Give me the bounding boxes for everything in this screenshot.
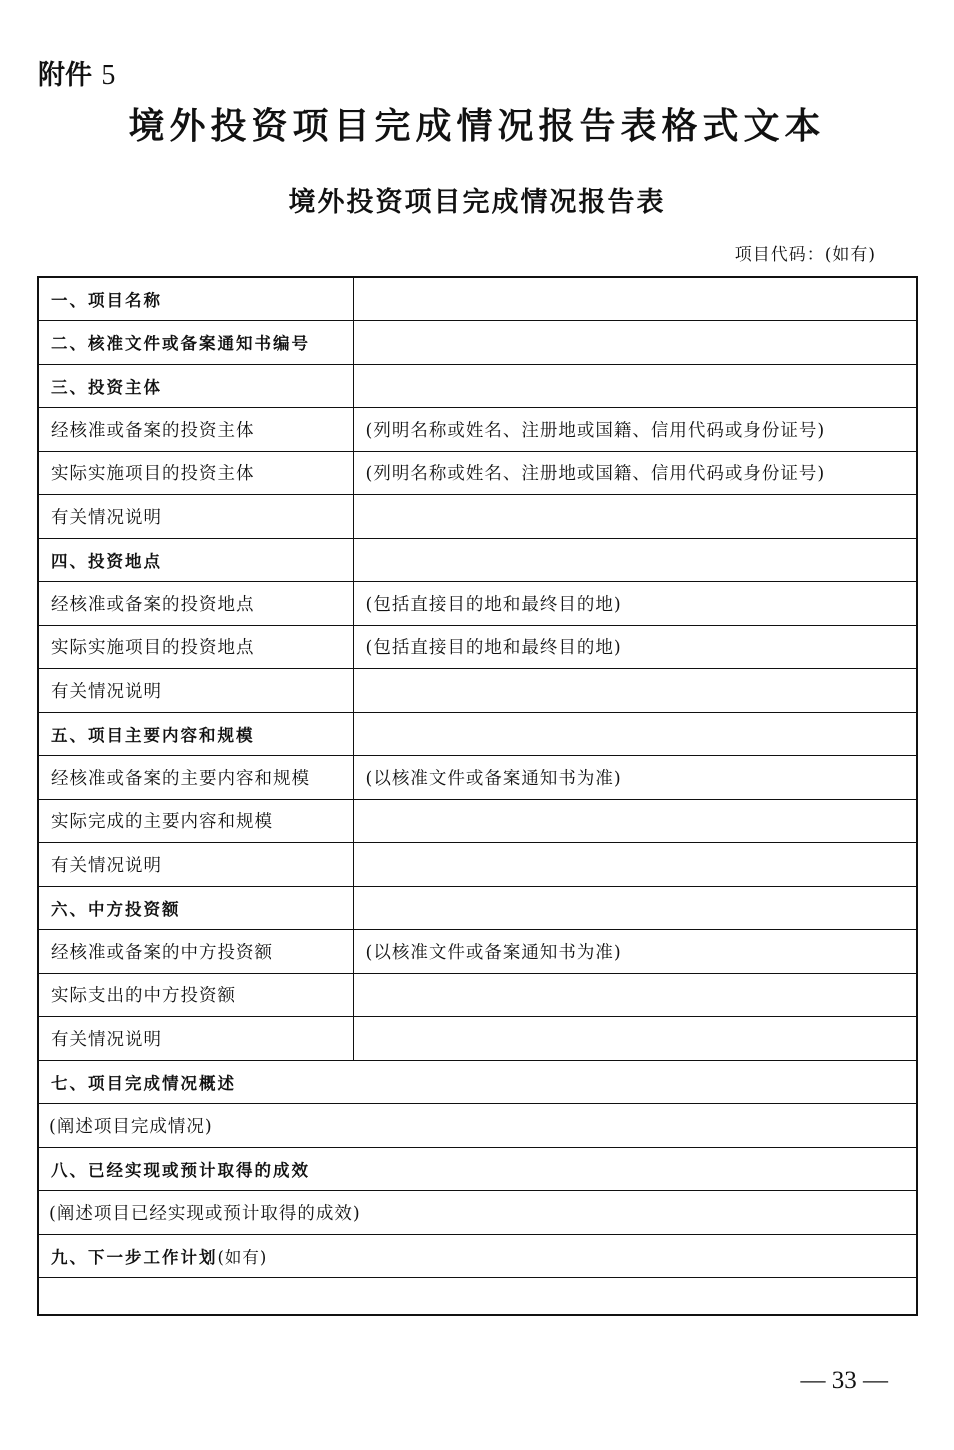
table-row xyxy=(38,364,917,408)
value-cell xyxy=(353,712,917,756)
table-row xyxy=(38,1017,917,1061)
value-cell xyxy=(353,973,917,1017)
section-heading-results: 八、已经实现或预计取得的成效 xyxy=(38,1147,917,1191)
table-row xyxy=(38,408,917,452)
next-steps-heading-text: 九、下一步工作计划 xyxy=(51,1247,218,1267)
table-row xyxy=(38,756,917,800)
value-cell xyxy=(353,364,917,408)
table-row xyxy=(38,1104,917,1148)
section-heading-investment-amount: 六、中方投资额 xyxy=(38,886,353,930)
section-heading-investor: 三、投资主体 xyxy=(38,364,353,408)
results-note: (阐述项目已经实现或预计取得的成效) xyxy=(38,1191,917,1235)
table-row xyxy=(38,886,917,930)
value-cell: (包括直接目的地和最终目的地) xyxy=(353,582,917,626)
table-row xyxy=(38,669,917,713)
row-label: 实际实施项目的投资主体 xyxy=(38,451,353,495)
table-row xyxy=(38,582,917,626)
completion-summary-note: (阐述项目完成情况) xyxy=(38,1104,917,1148)
value-cell xyxy=(353,886,917,930)
table-row xyxy=(38,277,917,321)
table-row xyxy=(38,799,917,843)
row-label: 经核准或备案的投资主体 xyxy=(38,408,353,452)
value-cell: (以核准文件或备案通知书为准) xyxy=(353,756,917,800)
row-label: 实际实施项目的投资地点 xyxy=(38,625,353,669)
next-steps-content xyxy=(38,1278,917,1315)
table-row xyxy=(38,1147,917,1191)
row-label: 有关情况说明 xyxy=(38,669,353,713)
row-label: 实际完成的主要内容和规模 xyxy=(38,799,353,843)
table-row xyxy=(38,451,917,495)
value-cell xyxy=(353,495,917,539)
row-label: 有关情况说明 xyxy=(38,1017,353,1061)
table-row xyxy=(38,1191,917,1235)
section-heading-project-name: 一、项目名称 xyxy=(38,277,353,321)
document-title: 境外投资项目完成情况报告表格式文本 xyxy=(128,105,826,147)
value-cell xyxy=(353,669,917,713)
section-heading-completion-summary: 七、项目完成情况概述 xyxy=(38,1060,917,1104)
project-code: 项目代码：(如有) xyxy=(734,245,876,265)
section-heading-approval-number: 二、核准文件或备案通知书编号 xyxy=(38,321,353,365)
row-label: 有关情况说明 xyxy=(38,843,353,887)
table-row xyxy=(38,930,917,974)
value-cell: (列明名称或姓名、注册地或国籍、信用代码或身份证号) xyxy=(353,451,917,495)
row-label: 经核准或备案的中方投资额 xyxy=(38,930,353,974)
table-row xyxy=(38,712,917,756)
table-row xyxy=(38,973,917,1017)
row-label: 经核准或备案的投资地点 xyxy=(38,582,353,626)
value-cell xyxy=(353,277,917,321)
attachment-label-text: 附件 xyxy=(38,60,92,91)
table-row xyxy=(38,843,917,887)
value-cell xyxy=(353,538,917,582)
table-row xyxy=(38,495,917,539)
attachment-label xyxy=(38,58,115,94)
row-label: 有关情况说明 xyxy=(38,495,353,539)
attachment-number: 5 xyxy=(101,60,116,91)
table-row xyxy=(38,625,917,669)
value-cell xyxy=(353,1017,917,1061)
value-cell: (包括直接目的地和最终目的地) xyxy=(353,625,917,669)
value-cell: (以核准文件或备案通知书为准) xyxy=(353,930,917,974)
next-steps-heading-note: (如有) xyxy=(217,1247,268,1267)
table-row xyxy=(38,538,917,582)
report-table xyxy=(37,276,918,1316)
table-row xyxy=(38,1278,917,1315)
value-cell xyxy=(353,843,917,887)
page-number: — 33 — xyxy=(800,1367,888,1394)
section-heading-next-steps xyxy=(38,1234,917,1278)
value-cell xyxy=(353,799,917,843)
row-label: 实际支出的中方投资额 xyxy=(38,973,353,1017)
form-title: 境外投资项目完成情况报告表 xyxy=(288,187,666,218)
section-heading-location: 四、投资地点 xyxy=(38,538,353,582)
section-heading-content-scale: 五、项目主要内容和规模 xyxy=(38,712,353,756)
table-row xyxy=(38,321,917,365)
value-cell xyxy=(353,321,917,365)
table-row xyxy=(38,1060,917,1104)
row-label: 经核准或备案的主要内容和规模 xyxy=(38,756,353,800)
table-row xyxy=(38,1234,917,1278)
value-cell: (列明名称或姓名、注册地或国籍、信用代码或身份证号) xyxy=(353,408,917,452)
